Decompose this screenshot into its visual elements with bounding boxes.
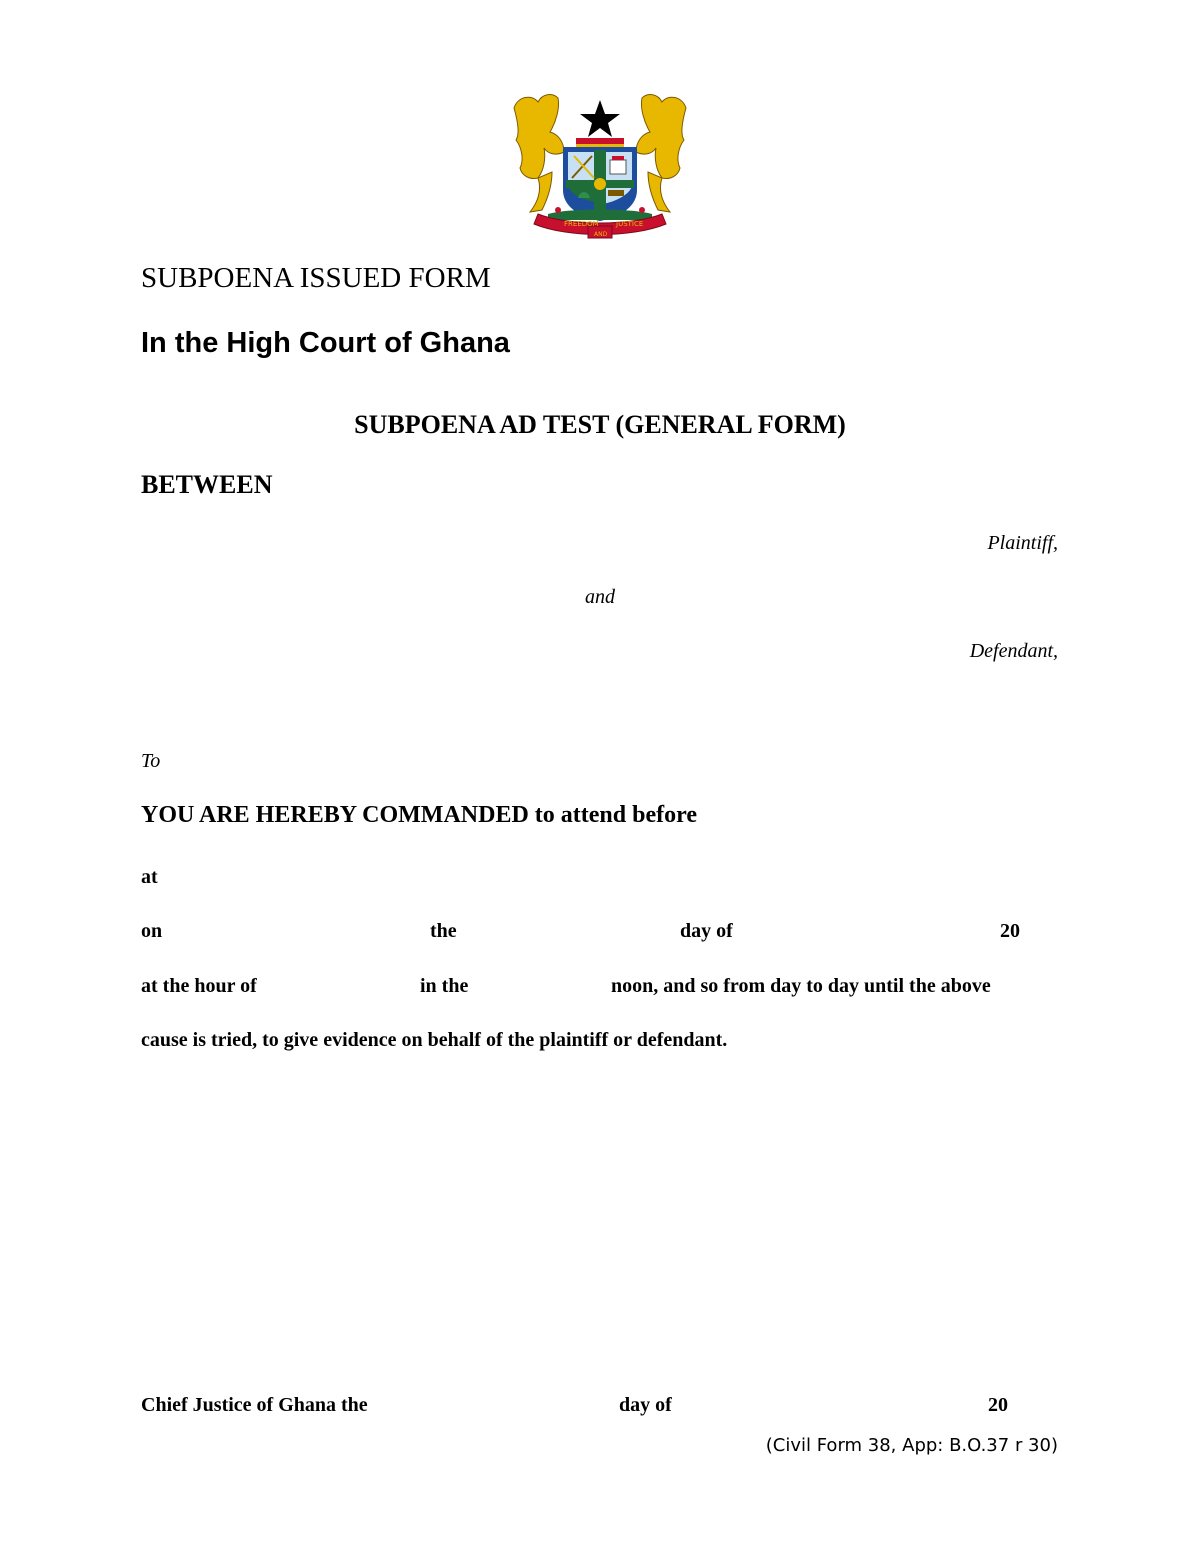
shield	[564, 148, 636, 220]
black-star-icon	[580, 100, 620, 137]
document-heading: SUBPOENA AD TEST (GENERAL FORM)	[354, 410, 846, 439]
date-year-label: 20	[1000, 920, 1020, 942]
chief-justice-label: Chief Justice of Ghana the	[141, 1394, 368, 1416]
motto-center-text: AND	[594, 231, 608, 238]
motto-left-text: FREEDOM	[564, 220, 599, 228]
ghana-coat-of-arms-icon	[508, 86, 692, 242]
left-eagle	[514, 95, 564, 212]
signature-day-of-label: day of	[619, 1394, 672, 1416]
command-bold: YOU ARE HEREBY COMMANDED	[141, 802, 529, 828]
plaintiff-label: Plaintiff,	[987, 532, 1058, 554]
command-rest: to attend before	[528, 802, 697, 828]
at-label: at	[141, 866, 158, 888]
date-day-of-label: day of	[680, 920, 733, 942]
right-eagle	[636, 95, 686, 212]
cause-line: cause is tried, to give evidence on behalf of the plaintiff or defendant.	[141, 1029, 728, 1051]
noon-text: noon, and so from day to day until the above	[611, 975, 991, 997]
signature-year-label: 20	[988, 1394, 1008, 1416]
form-reference-note: (Civil Form 38, App: B.O.37 r 30)	[765, 1435, 1058, 1456]
to-label: To	[141, 750, 161, 772]
in-the-label: in the	[420, 975, 469, 997]
defendant-label: Defendant,	[969, 640, 1058, 662]
hour-label: at the hour of	[141, 975, 257, 997]
form-title: SUBPOENA ISSUED FORM	[141, 262, 491, 294]
date-on-label: on	[141, 920, 163, 942]
between-label: BETWEEN	[141, 470, 273, 499]
date-the-label: the	[430, 920, 457, 942]
court-title: In the High Court of Ghana	[141, 327, 510, 359]
and-label: and	[585, 586, 615, 608]
motto-right-text: JUSTICE	[616, 220, 644, 228]
command-line	[141, 802, 697, 829]
